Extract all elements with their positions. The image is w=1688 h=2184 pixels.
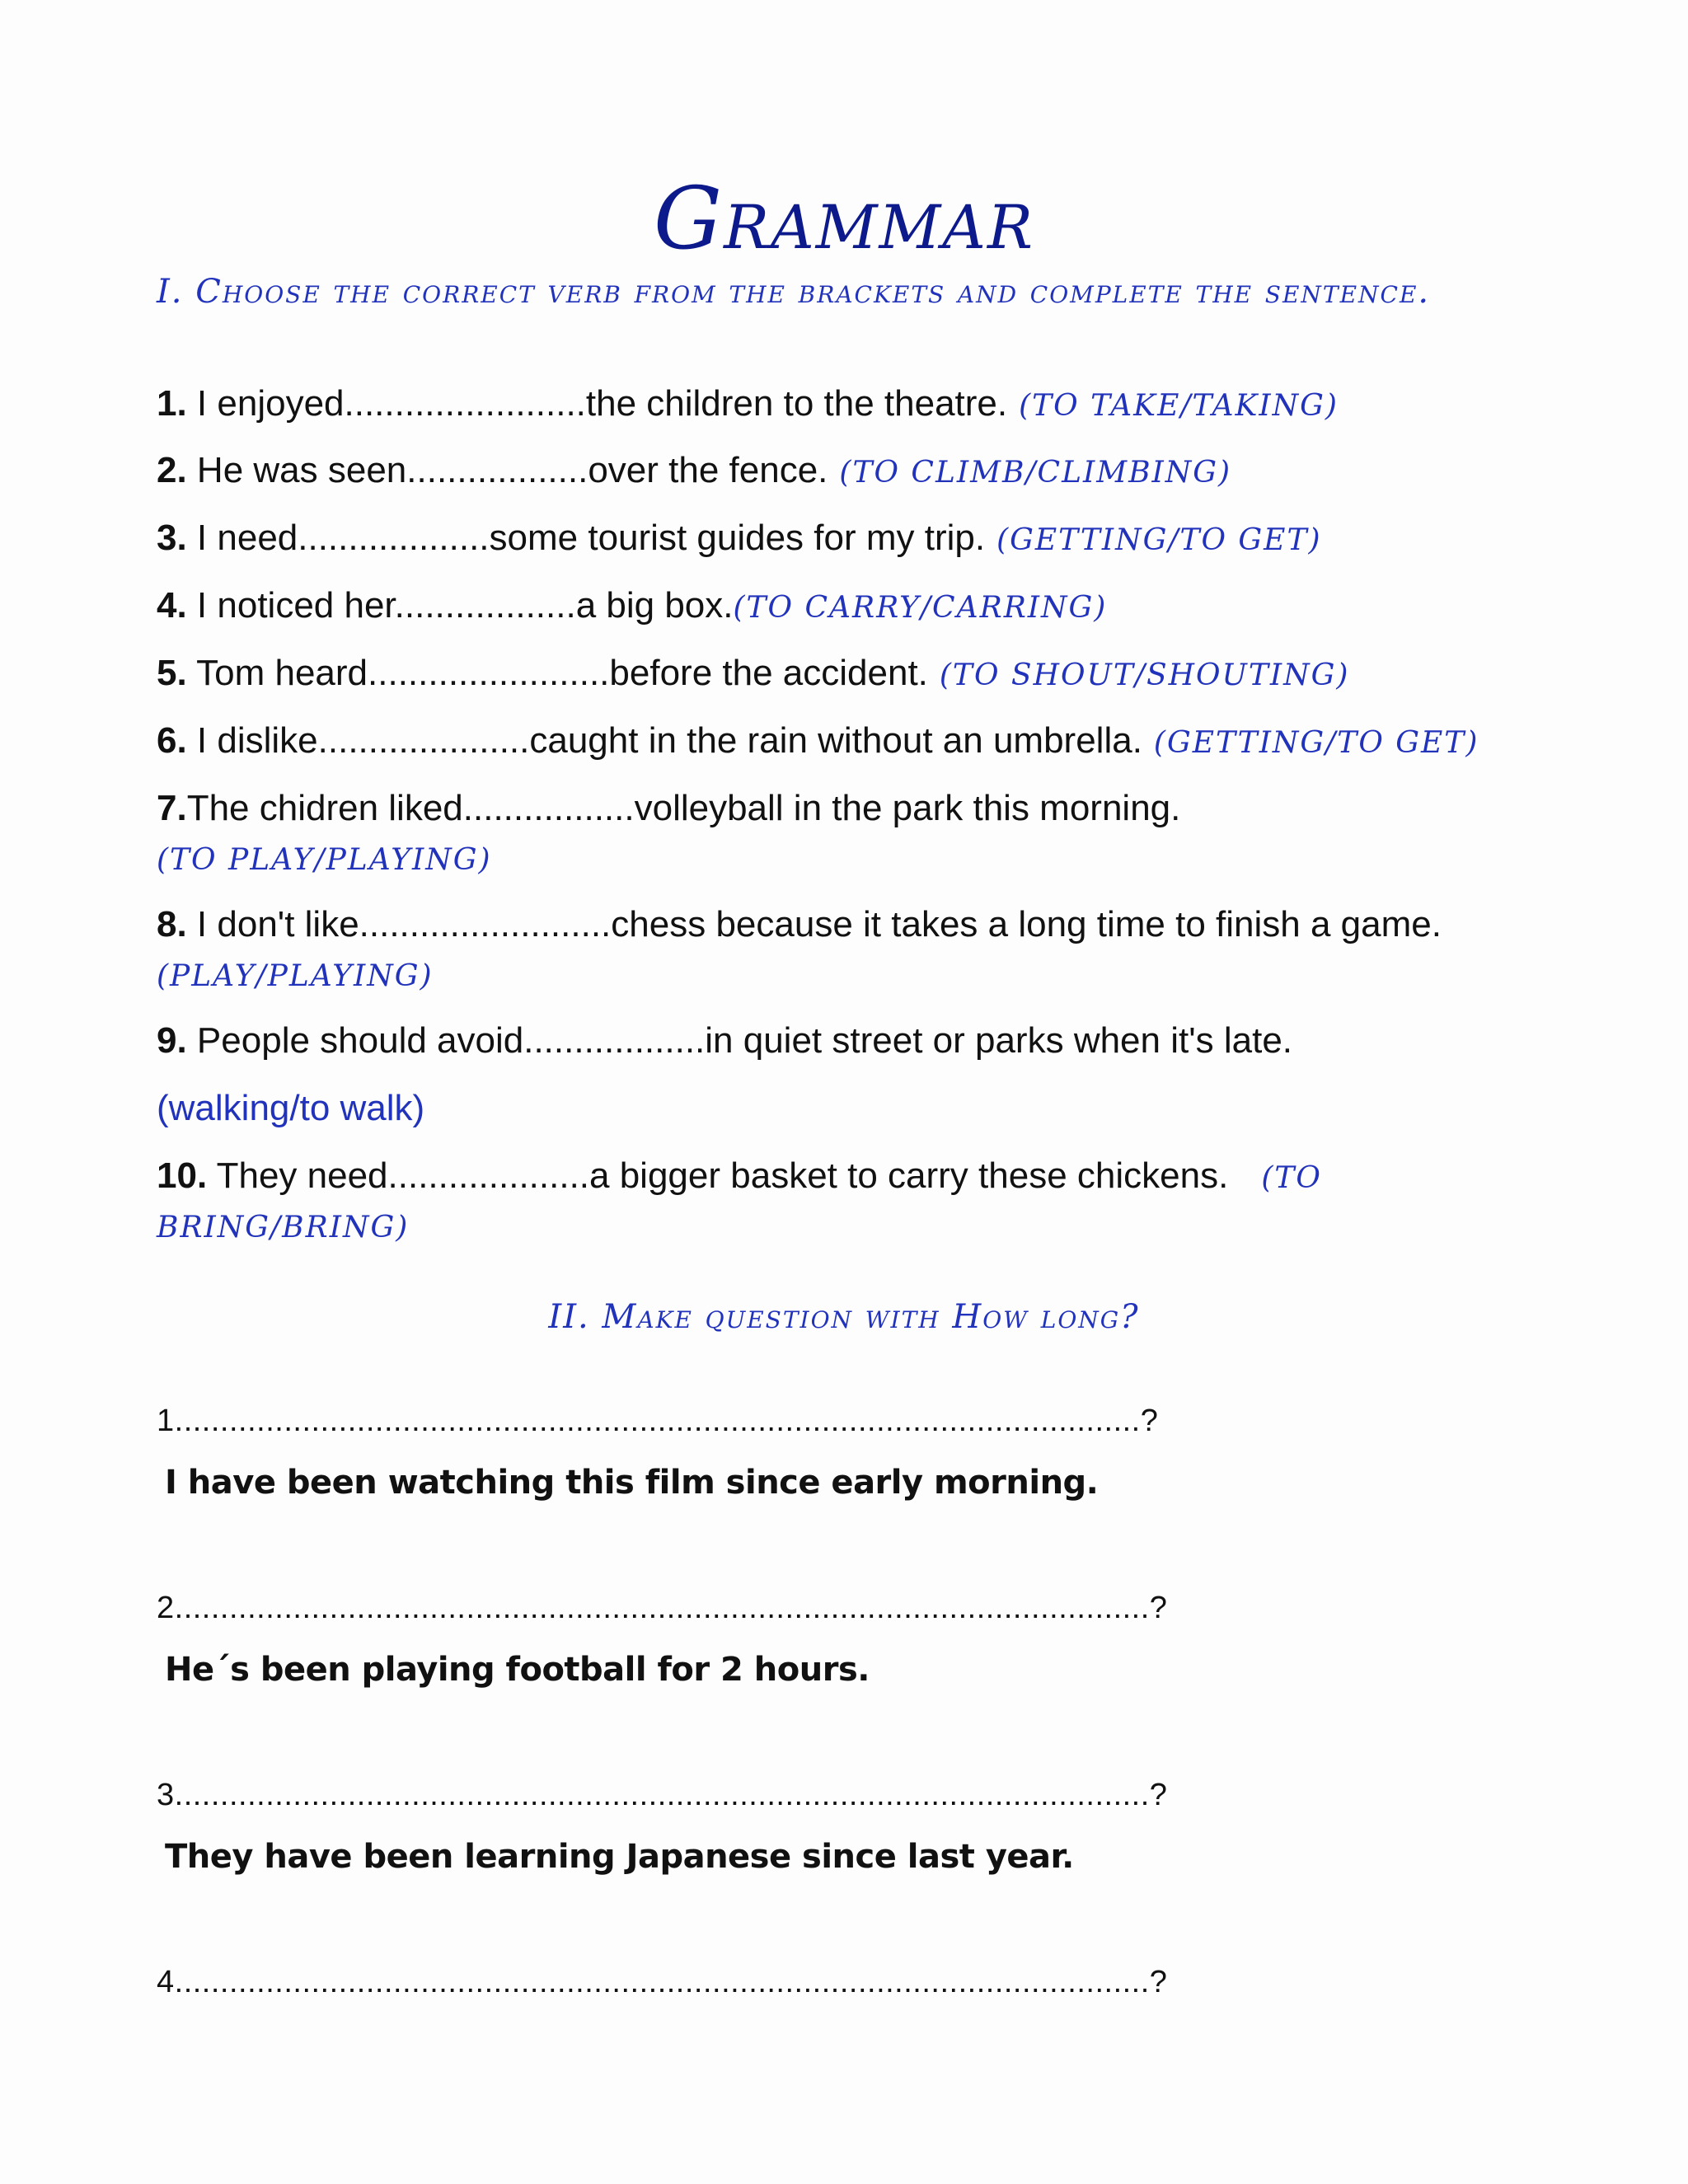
answer-3: They have been learning Japanese since last year. (165, 1838, 1074, 1876)
item-sentence: I dislike.....................caught in the rain without an umbrella. (186, 720, 1142, 761)
item-number: 4. (157, 585, 187, 626)
item-8-options: (PLAY/PLAYING) (157, 959, 434, 993)
item-options: (GETTING/TO GET) (1153, 726, 1479, 760)
item-number: 9. (157, 1020, 187, 1061)
item-sentence: Tom heard........................before the accident. (186, 653, 928, 693)
page-title: Grammar (654, 168, 1034, 269)
section1-heading: I. Choose the correct verb from the brackets and complete the sentence. (157, 273, 1431, 311)
exercise-item-10 (157, 1151, 1574, 1204)
item-sentence: I noticed her..................a big box. (186, 585, 734, 626)
item-number: 7. (157, 788, 187, 828)
item-number: 5. (157, 653, 187, 693)
item-10-options-cont: BRING/BRING) (157, 1211, 410, 1244)
section2-heading: II. Make question with How long? (548, 1298, 1140, 1336)
item-sentence: People should avoid..................in quiet street or parks when it's late. (186, 1020, 1293, 1061)
exercise-item-7 (157, 783, 1574, 834)
item-number: 6. (157, 720, 187, 761)
item-sentence: He was seen..................over the fence. (186, 450, 828, 490)
answer-1: I have been watching this film since early morning. (165, 1464, 1099, 1502)
item-sentence: They need....................a bigger basket to carry these chickens. (207, 1155, 1229, 1196)
item-number: 10. (157, 1155, 208, 1196)
item-options: (TO CARRY/CARRING) (733, 591, 1108, 625)
item-sentence: I enjoyed........................the children to the theatre. (186, 383, 1008, 424)
exercise-item-3 (157, 513, 1574, 566)
item-options: (TO (1261, 1161, 1322, 1195)
question-line-3: 3...........................................................................................................? (157, 1778, 1168, 1812)
question-line-4: 4...........................................................................................................? (157, 1965, 1168, 1999)
exercise-item-1 (157, 378, 1574, 432)
item-options: (GETTING/TO GET) (996, 523, 1322, 557)
item-9-options: (walking/to walk) (157, 1088, 425, 1128)
exercise-item-2 (157, 445, 1574, 499)
item-options: (TO SHOUT/SHOUTING) (939, 658, 1350, 692)
exercise-item-8 (157, 899, 1574, 950)
item-options: (TO TAKE/TAKING) (1019, 389, 1339, 423)
item-sentence: I don't like.........................chess because it takes a long time to finish a game. (186, 904, 1442, 944)
exercise-item-5 (157, 648, 1574, 701)
question-line-1: 1..........................................................................................................? (157, 1404, 1159, 1438)
item-options: (TO CLIMB/CLIMBING) (839, 456, 1232, 490)
question-line-2: 2...........................................................................................................? (157, 1591, 1168, 1625)
item-sentence: The chidren liked.................volleyball in the park this morning. (186, 788, 1181, 828)
item-number: 1. (157, 383, 187, 424)
item-number: 8. (157, 904, 187, 944)
item-sentence: I need...................some tourist guides for my trip. (186, 518, 986, 558)
item-7-options: (TO PLAY/PLAYING) (157, 843, 492, 877)
exercise-item-4 (157, 580, 1574, 634)
exercise-item-9 (157, 1015, 1574, 1066)
item-number: 3. (157, 518, 187, 558)
exercise-item-6 (157, 715, 1574, 769)
item-number: 2. (157, 450, 187, 490)
answer-2: He´s been playing football for 2 hours. (165, 1651, 870, 1689)
